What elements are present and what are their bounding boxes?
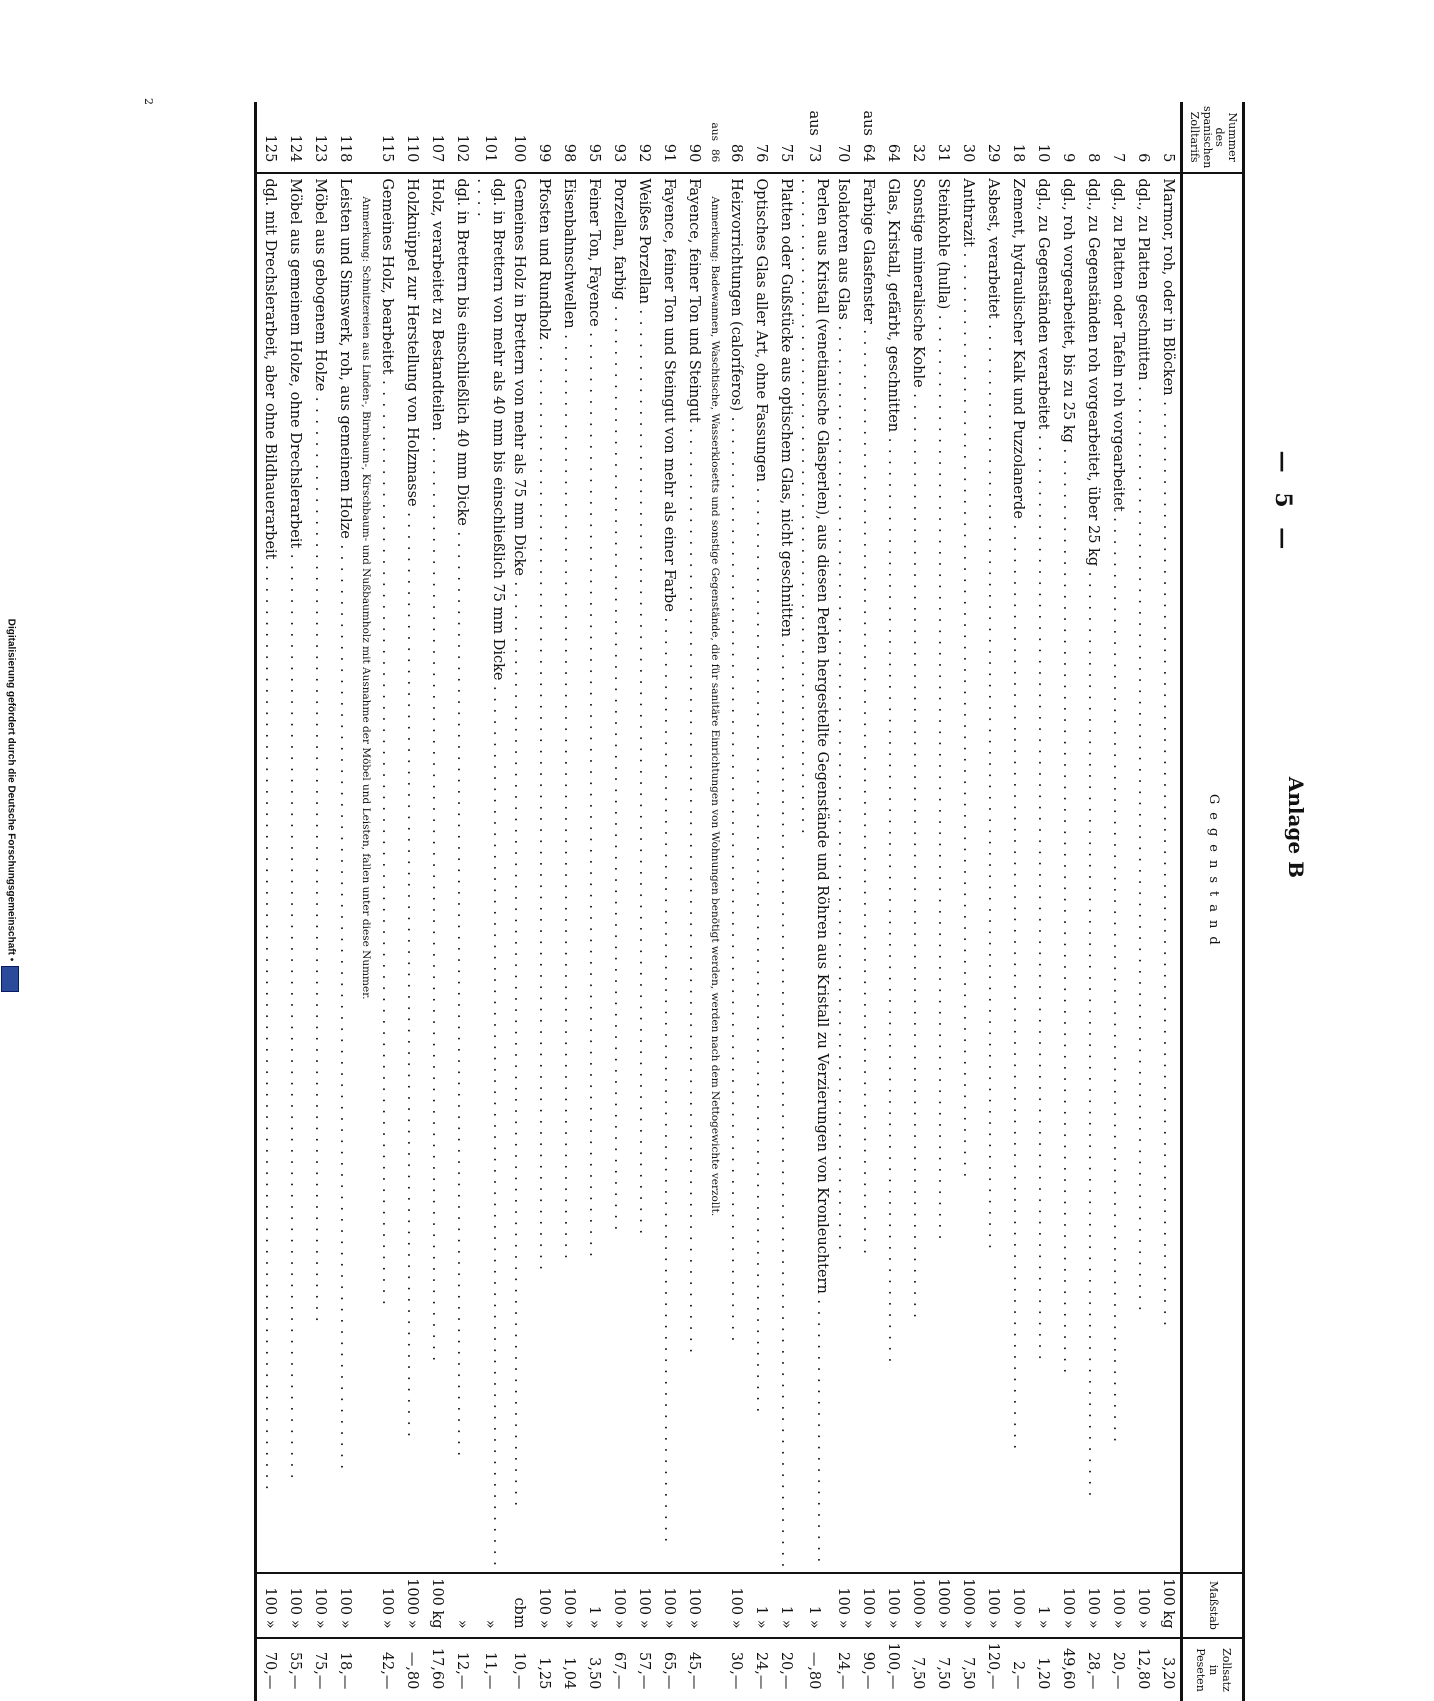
tariff-number	[798, 102, 830, 173]
duty-rate: 55,—	[282, 1638, 307, 1701]
table-row	[773, 102, 798, 1701]
item-text: Marmor, roh, oder in Blöcken . . .	[1160, 178, 1176, 1326]
item-text: Optisches Glas aller Art, ohne Fassungen . . .	[753, 178, 769, 1413]
item-description	[980, 173, 1005, 1573]
item-text: Fayence, feiner Ton und Steingut von mehr als einer Farbe . . .	[661, 178, 677, 1543]
duty-rate: 45,—	[681, 1638, 706, 1701]
item-description	[581, 173, 606, 1573]
table-row	[581, 102, 606, 1701]
annex-label: Anlage B	[1284, 776, 1308, 878]
tariff-number-value: 99	[535, 143, 552, 163]
item-description	[855, 173, 880, 1573]
duty-rate: 24,—	[830, 1638, 855, 1701]
item-text: dgl. in Brettern bis einschließlich 40 mm Dicke . . .	[454, 178, 470, 1457]
duty-rate: 70,—	[256, 1638, 283, 1701]
table-row	[905, 102, 930, 1701]
unit-measure: »	[482, 1619, 499, 1629]
duty-rate: 11,—	[474, 1638, 506, 1701]
unit-measure: 100 »	[256, 1573, 283, 1637]
item-text: Perlen aus Kristall (venetianische Glasperlen), aus diesen Perlen hergestellte Gegenstände und Röhren aus Kristall zu Verzierungen von Kronleuchtern . . .	[798, 178, 830, 1563]
tariff-number	[474, 102, 506, 173]
table-header-row	[1182, 102, 1244, 1701]
tariff-number-value: 123	[311, 134, 328, 163]
duty-rate	[706, 1638, 723, 1701]
tariff-number-value: 76	[752, 143, 769, 163]
item-text: Anmerkung: Schnitzereien aus Linden-, Birnbaum-, Kirschbaum- und Nußbaumholz mit Ausnahme der Möbel und Leisten, fallen unter diese Nummer.	[360, 196, 373, 1000]
item-description	[880, 173, 905, 1573]
aus-prefix: aus	[709, 122, 722, 141]
item-description	[773, 173, 798, 1573]
item-description	[706, 173, 723, 1573]
unit-measure: 100 »	[635, 1587, 652, 1629]
duty-rate: 12,—	[449, 1638, 474, 1701]
unit-measure: 100 »	[560, 1587, 577, 1629]
tariff-number-value: 18	[1009, 143, 1026, 163]
unit-measure: cbm	[510, 1597, 527, 1629]
tariff-number	[1105, 102, 1130, 173]
digitization-credit-text: Digitalisierung gefördert durch die Deutsche Forschungsgemeinschaft •	[5, 618, 17, 962]
tariff-number	[681, 102, 706, 173]
duty-rate: 7,50	[955, 1638, 980, 1701]
tariff-number	[556, 102, 581, 173]
tariff-number	[930, 102, 955, 173]
unit-measure: 100 »	[535, 1587, 552, 1629]
table-row	[1030, 102, 1055, 1701]
table-note-row	[357, 102, 374, 1701]
unit-measure: 1000 »	[959, 1578, 976, 1629]
item-text: Pfosten und Rundholz . . .	[536, 178, 552, 1271]
item-description	[332, 173, 357, 1573]
tariff-number	[449, 102, 474, 173]
table-row	[955, 102, 980, 1701]
duty-rate: 3,20	[1155, 1638, 1182, 1701]
duty-rate: 57,—	[631, 1638, 656, 1701]
tariff-number-value: 124	[286, 134, 303, 163]
item-text: Isolatoren aus Glas . . .	[835, 178, 851, 1251]
tariff-number-value: 101	[482, 134, 499, 163]
table-body	[256, 102, 1182, 1701]
item-text: dgl. mit Drechslerarbeit, aber ohne Bildhauerarbeit . . .	[262, 178, 278, 1490]
item-description	[930, 173, 955, 1573]
duty-rate: 49,60	[1055, 1638, 1080, 1701]
item-text: Glas, Kristall, gefärbt, geschnitten . . .	[885, 178, 901, 1363]
duty-rate: 20,—	[1105, 1638, 1130, 1701]
item-text: Fayence, feiner Ton und Steingut . . .	[686, 178, 702, 1353]
item-text: Feiner Ton, Fayence . . .	[586, 178, 602, 1257]
duty-rate: 20,—	[773, 1638, 798, 1701]
item-description	[556, 173, 581, 1573]
duty-rate	[357, 1638, 374, 1701]
unit-measure: 100 »	[378, 1587, 395, 1629]
item-text: Anmerkung: Badewannen, Waschtische, Wasserklosetts und sonstige Gegenstände, die für sanitäre Einrichtungen von Wohnungen benötigt werden, werden nach dem Nettogewichte verzollt.	[709, 196, 722, 1217]
item-text: Platten oder Gußstücke aus optischem Glas, nicht geschnitten . . .	[778, 178, 794, 1568]
item-text: Porzellan, farbig . . .	[611, 178, 627, 1231]
duty-rate: 3,50	[581, 1638, 606, 1701]
item-text: Holz, verarbeitet zu Bestandteilen . . .	[429, 178, 445, 1362]
tariff-number	[905, 102, 930, 173]
item-text: Anthrazit . . .	[960, 178, 976, 1178]
duty-rate: 12,80	[1130, 1638, 1155, 1701]
unit-measure: 100 »	[610, 1587, 627, 1629]
aus-prefix: aus	[806, 110, 823, 136]
unit-measure: 1 »	[777, 1605, 794, 1629]
item-description	[357, 173, 374, 1573]
table-row	[930, 102, 955, 1701]
tariff-number-value: 29	[984, 143, 1001, 163]
tariff-number-value: 125	[261, 134, 278, 163]
unit-measure: 100 »	[1109, 1587, 1126, 1629]
item-description	[307, 173, 332, 1573]
tariff-number-value: 98	[560, 143, 577, 163]
tariff-number-value: 102	[453, 134, 470, 163]
item-text: dgl. in Brettern von mehr als 40 mm bis einschließlich 75 mm Dicke . . .	[474, 178, 506, 1566]
table-row	[606, 102, 631, 1701]
tariff-number-value: 7	[1109, 153, 1126, 163]
unit-measure: 1 »	[806, 1605, 823, 1629]
table-row	[1105, 102, 1130, 1701]
tariff-number	[656, 102, 681, 173]
tariff-number	[424, 102, 449, 173]
tariff-number	[773, 102, 798, 173]
duty-rate: 1,20	[1030, 1638, 1055, 1701]
tariff-number	[1155, 102, 1182, 173]
tariff-number	[631, 102, 656, 173]
table-row	[506, 102, 531, 1701]
tariff-number-value: 91	[660, 143, 677, 163]
duty-rate: 18,—	[332, 1638, 357, 1701]
item-description	[399, 173, 424, 1573]
tariff-number	[1030, 102, 1055, 173]
table-row	[1055, 102, 1080, 1701]
duty-rate: 30,—	[723, 1638, 748, 1701]
unit-measure: 100 »	[884, 1587, 901, 1629]
tariff-number	[307, 102, 332, 173]
item-description	[656, 173, 681, 1573]
duty-rate: 65,—	[656, 1638, 681, 1701]
table-row	[681, 102, 706, 1701]
item-description	[1030, 173, 1055, 1573]
table-row	[282, 102, 307, 1701]
item-description	[282, 173, 307, 1573]
item-description	[256, 173, 283, 1573]
item-description	[1055, 173, 1080, 1573]
tariff-number-value: 9	[1059, 153, 1076, 163]
unit-measure: 100 »	[660, 1587, 677, 1629]
item-description	[531, 173, 556, 1573]
item-text: Gemeines Holz, bearbeitet . . .	[379, 178, 395, 1305]
item-description	[1130, 173, 1155, 1573]
tariff-number	[399, 102, 424, 173]
unit-measure: 1000 »	[934, 1578, 951, 1629]
table-row	[424, 102, 449, 1701]
item-description	[424, 173, 449, 1573]
table-row	[1155, 102, 1182, 1701]
table-row	[307, 102, 332, 1701]
unit-measure: 100 kg	[1159, 1578, 1176, 1629]
unit-measure: 100 »	[984, 1587, 1001, 1629]
item-text: Gemeines Holz in Brettern von mehr als 75 mm Dicke . . .	[511, 178, 527, 1507]
unit-measure: 100 »	[859, 1587, 876, 1629]
table-row	[723, 102, 748, 1701]
item-description	[748, 173, 773, 1573]
tariff-number	[880, 102, 905, 173]
tariff-number-value: 93	[610, 143, 627, 163]
table-row	[256, 102, 283, 1701]
table-row	[374, 102, 399, 1701]
duty-rate: 2,—	[1005, 1638, 1030, 1701]
scanned-page	[140, 88, 1320, 1692]
tariff-number	[1130, 102, 1155, 173]
unit-measure: 1 »	[752, 1605, 769, 1629]
unit-measure: 100 »	[834, 1587, 851, 1629]
item-description	[374, 173, 399, 1573]
unit-measure	[357, 1573, 374, 1637]
duty-rate: 17,60	[424, 1638, 449, 1701]
tariff-number-value: 5	[1159, 153, 1176, 163]
tariff-number	[855, 102, 880, 173]
tariff-number-value: 31	[934, 143, 951, 163]
item-text: Leisten und Simswerk, roh, aus gemeinem Holze . . .	[337, 178, 353, 1470]
tariff-number-value: 75	[777, 143, 794, 163]
table-row	[830, 102, 855, 1701]
tariff-number	[506, 102, 531, 173]
tariff-number	[531, 102, 556, 173]
item-text: Steinkohle (hulla) . . .	[935, 178, 951, 1240]
tariff-number	[374, 102, 399, 173]
tariff-number-value: 73	[806, 143, 823, 163]
tariff-number-value: 6	[1134, 153, 1151, 163]
table-row	[556, 102, 581, 1701]
unit-measure: 100 »	[1059, 1587, 1076, 1629]
table-row	[399, 102, 424, 1701]
duty-rate: 120,—	[980, 1638, 1005, 1701]
table-row	[656, 102, 681, 1701]
tariff-number-value: 107	[428, 134, 445, 163]
duty-rate: 7,50	[930, 1638, 955, 1701]
table-row	[980, 102, 1005, 1701]
tariff-number-value: 115	[378, 134, 395, 163]
tariff-number-value: 86	[727, 143, 744, 163]
item-text: Zement, hydraulischer Kalk und Puzzolanerde . . .	[1010, 178, 1026, 1450]
unit-measure: 100 »	[336, 1587, 353, 1629]
unit-measure: »	[453, 1619, 470, 1629]
item-description	[723, 173, 748, 1573]
item-description	[506, 173, 531, 1573]
unit-measure: 100 »	[286, 1587, 303, 1629]
item-text: dgl., roh vorgearbeitet, bis zu 25 kg . . .	[1060, 178, 1076, 1374]
duty-rate: —,80	[798, 1638, 830, 1701]
table-row	[1080, 102, 1105, 1701]
table-row	[1130, 102, 1155, 1701]
unit-measure: 100 kg	[428, 1578, 445, 1629]
unit-measure: 100 »	[685, 1587, 702, 1629]
item-text: Heizvorrichtungen (caloríferos) . . .	[728, 178, 744, 1342]
unit-measure: 100 »	[1084, 1587, 1101, 1629]
unit-measure: 100 »	[727, 1587, 744, 1629]
unit-measure: 1000 »	[909, 1578, 926, 1629]
item-text: Sonstige mineralische Kohle . . .	[910, 178, 926, 1318]
item-description	[1105, 173, 1130, 1573]
table-row	[631, 102, 656, 1701]
table-row	[855, 102, 880, 1701]
table-row	[531, 102, 556, 1701]
item-description	[474, 173, 506, 1573]
item-description	[798, 173, 830, 1573]
tariff-number-value: 95	[585, 143, 602, 163]
item-description	[1005, 173, 1030, 1573]
unit-measure: 100 »	[1009, 1587, 1026, 1629]
unit-measure: 1000 »	[403, 1578, 420, 1629]
digitization-credit	[0, 600, 22, 990]
tariff-number	[1005, 102, 1030, 173]
item-text: Weißes Porzellan . . .	[636, 178, 652, 1235]
item-text: Eisenbahnschwellen . . .	[561, 178, 577, 1259]
aus-prefix: aus	[859, 110, 876, 136]
item-description	[905, 173, 930, 1573]
tariff-number-value: 8	[1084, 153, 1101, 163]
duty-rate: 7,50	[905, 1638, 930, 1701]
tariff-number	[357, 102, 374, 173]
table-row	[449, 102, 474, 1701]
page-number: — 5 —	[1270, 450, 1296, 556]
item-text: Möbel aus gemeinem Holze, ohne Drechslerarbeit . . .	[287, 178, 303, 1479]
tariff-table	[254, 102, 1245, 1701]
item-description	[1155, 173, 1182, 1573]
duty-rate: 1,25	[531, 1638, 556, 1701]
tariff-number-value: 10	[1034, 143, 1051, 163]
tariff-number	[256, 102, 283, 173]
unit-measure: 1 »	[585, 1605, 602, 1629]
item-text: dgl., zu Gegenständen roh vorgearbeitet, über 25 kg . . .	[1085, 178, 1101, 1497]
table-row	[332, 102, 357, 1701]
table-note-row	[706, 102, 723, 1701]
unit-measure: 100 »	[311, 1587, 328, 1629]
header-gegenstand: Gegenstand	[1182, 173, 1244, 1573]
dfg-logo	[1, 966, 19, 992]
duty-rate: 24,—	[748, 1638, 773, 1701]
item-description	[955, 173, 980, 1573]
tariff-number-value: 118	[336, 134, 353, 163]
tariff-number	[955, 102, 980, 173]
duty-rate: —,80	[399, 1638, 424, 1701]
item-description	[1080, 173, 1105, 1573]
tariff-number	[1080, 102, 1105, 173]
item-text: Möbel aus gebogenem Holze . . .	[312, 178, 328, 1322]
tariff-number	[830, 102, 855, 173]
table-row	[748, 102, 773, 1701]
item-description	[830, 173, 855, 1573]
tariff-number-value: 32	[909, 143, 926, 163]
tariff-number	[332, 102, 357, 173]
item-text: dgl., zu Platten geschnitten . . .	[1135, 178, 1151, 1311]
duty-rate: 28,—	[1080, 1638, 1105, 1701]
table-row	[1005, 102, 1030, 1701]
unit-measure	[706, 1573, 723, 1637]
item-text: dgl., zu Gegenständen verarbeitet . . .	[1035, 178, 1051, 1360]
tariff-number-value: 64	[884, 143, 901, 163]
tariff-number	[581, 102, 606, 173]
unit-measure: 1 »	[1034, 1605, 1051, 1629]
signature-mark: 2	[142, 98, 155, 105]
tariff-number	[706, 102, 723, 173]
duty-rate: 1,04	[556, 1638, 581, 1701]
header-massstab: Maßstab	[1182, 1573, 1244, 1637]
item-description	[606, 173, 631, 1573]
tariff-number	[1055, 102, 1080, 173]
duty-rate: 10,—	[506, 1638, 531, 1701]
tariff-number-value: 30	[959, 143, 976, 163]
header-nummer: Nummer des spanischen Zolltarifs	[1182, 102, 1244, 173]
tariff-number-value: 64	[859, 143, 876, 163]
item-description	[631, 173, 656, 1573]
unit-measure: 100 »	[1134, 1587, 1151, 1629]
duty-rate: 67,—	[606, 1638, 631, 1701]
item-description	[449, 173, 474, 1573]
duty-rate: 90,—	[855, 1638, 880, 1701]
duty-rate: 42,—	[374, 1638, 399, 1701]
table-row	[474, 102, 506, 1701]
tariff-number-value: 86	[709, 148, 722, 163]
tariff-number-value: 70	[834, 143, 851, 163]
header-zollsatz: Zollsatz in Peseten	[1182, 1638, 1244, 1701]
tariff-number-value: 100	[510, 134, 527, 163]
tariff-number	[282, 102, 307, 173]
item-description	[681, 173, 706, 1573]
tariff-number	[980, 102, 1005, 173]
tariff-number	[723, 102, 748, 173]
tariff-number-value: 110	[403, 134, 420, 163]
table-row	[880, 102, 905, 1701]
duty-rate: 100,—	[880, 1638, 905, 1701]
tariff-number	[748, 102, 773, 173]
item-text: Holzknüppel zur Herstellung von Holzmasse . . .	[404, 178, 420, 1437]
item-text: dgl., zu Platten oder Tafeln roh vorgearbeitet . . .	[1110, 178, 1126, 1442]
tariff-number-value: 90	[685, 143, 702, 163]
table-row	[798, 102, 830, 1701]
duty-rate: 75,—	[307, 1638, 332, 1701]
item-text: Farbige Glasfenster . . .	[860, 178, 876, 1255]
tariff-number	[606, 102, 631, 173]
tariff-number-value: 92	[635, 143, 652, 163]
item-text: Asbest, verarbeitet . . .	[985, 178, 1001, 1249]
